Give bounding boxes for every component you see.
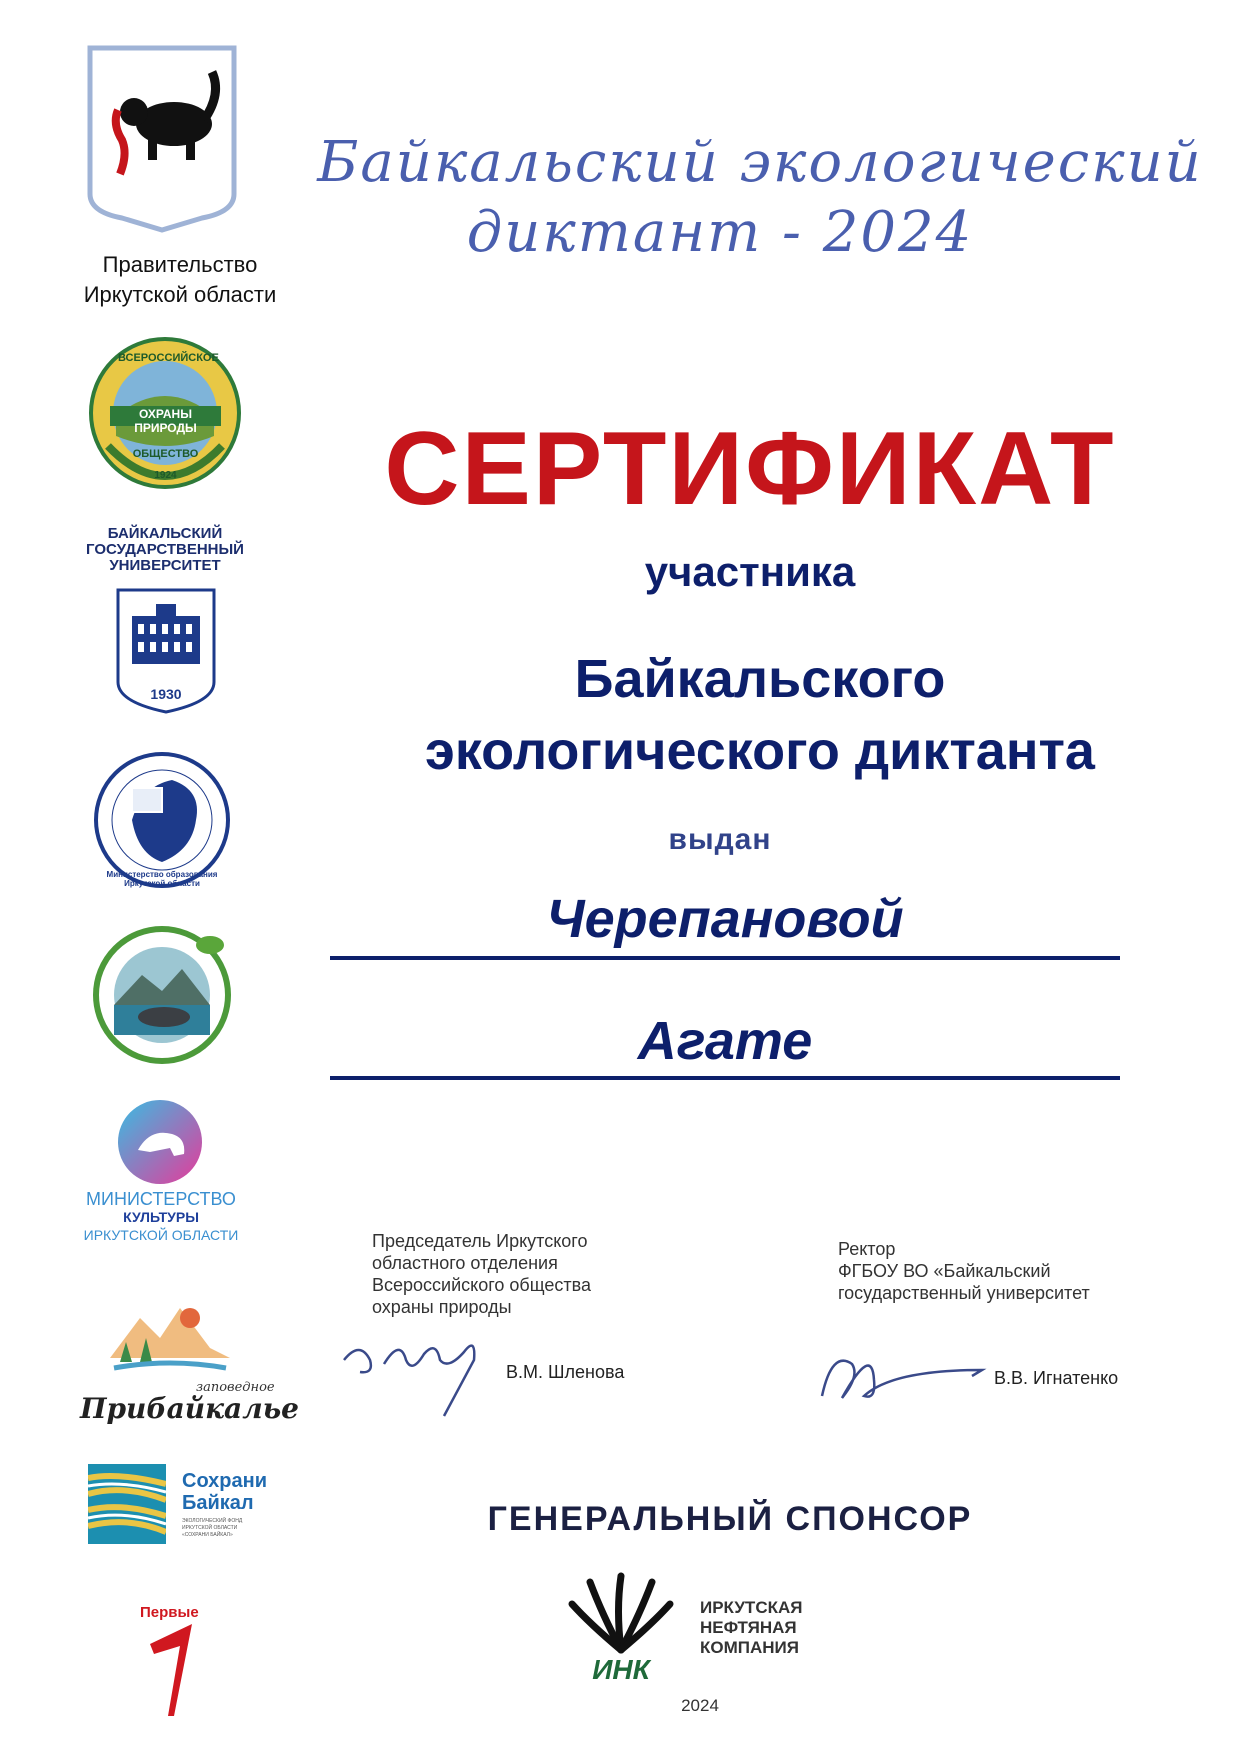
dictation-name-line1: Байкальского [574,649,946,709]
firstname-underline [330,1076,1120,1080]
ministry-culture-caption [66,1190,256,1244]
save-baikal-line2: Байкал [182,1492,254,1514]
sponsor-name-line1: ИРКУТСКАЯ [700,1598,803,1617]
ministry-culture-logo-icon [110,1096,210,1186]
voop-ring-top: ВСЕРОССИЙСКОЕ [118,352,219,364]
reserve-small-caption: заповедное [196,1380,275,1395]
recipient-firstname: Агате [637,1011,813,1071]
bgu-caption-line2: ГОСУДАРСТВЕННЫЙ [86,541,244,558]
pervye-logo-icon [146,1620,206,1720]
left-title-line4: охраны природы [372,1297,512,1317]
save-baikal-small-text: ЭКОЛОГИЧЕСКИЙ ФОНД ИРКУТСКОЙ ОБЛАСТИ «СОХРАНИ БАЙКАЛ» [182,1518,243,1538]
left-title-line3: Всероссийского общества [372,1275,591,1295]
voop-emblem [88,336,243,491]
header-title-line1: Байкальский экологический [317,130,1203,195]
right-signatory-name: В.В. Игнатенко [994,1368,1119,1388]
right-title-line3: государственный университет [838,1283,1090,1303]
voop-ring-bottom: ОБЩЕСТВО [132,448,199,460]
sponsor-title: ГЕНЕРАЛЬНЫЙ СПОНСОР [487,1500,973,1538]
issued-label: выдан [668,823,772,856]
surname-underline [330,956,1120,960]
bgu-year: 1930 [150,686,182,702]
left-signatory-title [372,1230,692,1318]
certificate-title: СЕРТИФИКАТ [384,411,1116,527]
sponsor-name-line2: НЕФТЯНАЯ [700,1618,797,1637]
right-title-line1: Ректор [838,1239,896,1259]
right-signature-icon [812,1340,992,1410]
sponsor-name-line3: КОМПАНИЯ [700,1638,799,1657]
reserve-illustration-icon [100,1298,240,1378]
ink-logo-icon [566,1570,676,1690]
bgu-caption-line3: УНИВЕРСИТЕТ [109,557,221,574]
recipient-surname: Черепановой [546,889,904,949]
left-signatory-name: В.М. Шленова [506,1362,625,1382]
government-caption-line1: Правительство [102,252,258,277]
dictation-name-line2: экологического диктанта [425,721,1095,781]
ink-logo-letters: ИНК [592,1654,650,1685]
footer-year: 2024 [681,1696,719,1715]
culture-caption-line2: КУЛЬТУРЫ [123,1209,199,1225]
ecology-emblem [92,925,232,1065]
sponsor-name [700,1598,802,1658]
bgu-shield-icon [114,586,218,716]
save-baikal-line1: Сохрани [182,1470,267,1492]
ministry-education-ring-text: Министерство образования Иркутской области [106,870,218,888]
bgu-caption-line1: БАЙКАЛЬСКИЙ [107,525,223,542]
government-caption [40,250,320,310]
bgu-caption [70,526,260,574]
right-signatory-title [838,1238,1168,1304]
certificate-subtitle: участника [644,548,856,595]
reserve-big-caption: Прибайкалье [80,1392,299,1425]
right-title-line2: ФГБОУ ВО «Байкальский [838,1261,1051,1281]
header-title-line2: диктант - 2024 [466,200,974,265]
left-signature-icon [340,1330,500,1420]
pervye-caption: Первые [140,1604,199,1621]
left-title-line2: областного отделения [372,1253,558,1273]
voop-year: 1924 [154,470,177,481]
left-title-line1: Председатель Иркутского [372,1231,588,1251]
ministry-education-emblem [92,750,232,890]
save-baikal-logo-icon [88,1464,166,1544]
culture-caption-line3: ИРКУТСКОЙ ОБЛАСТИ [83,1227,239,1243]
save-baikal-caption [182,1470,267,1514]
irkutsk-coat-of-arms-icon [82,44,242,234]
culture-caption-line1: МИНИСТЕРСТВО [86,1189,236,1209]
government-caption-line2: Иркутской области [83,282,277,307]
voop-band-text: ОХРАНЫ ПРИРОДЫ [134,407,197,435]
